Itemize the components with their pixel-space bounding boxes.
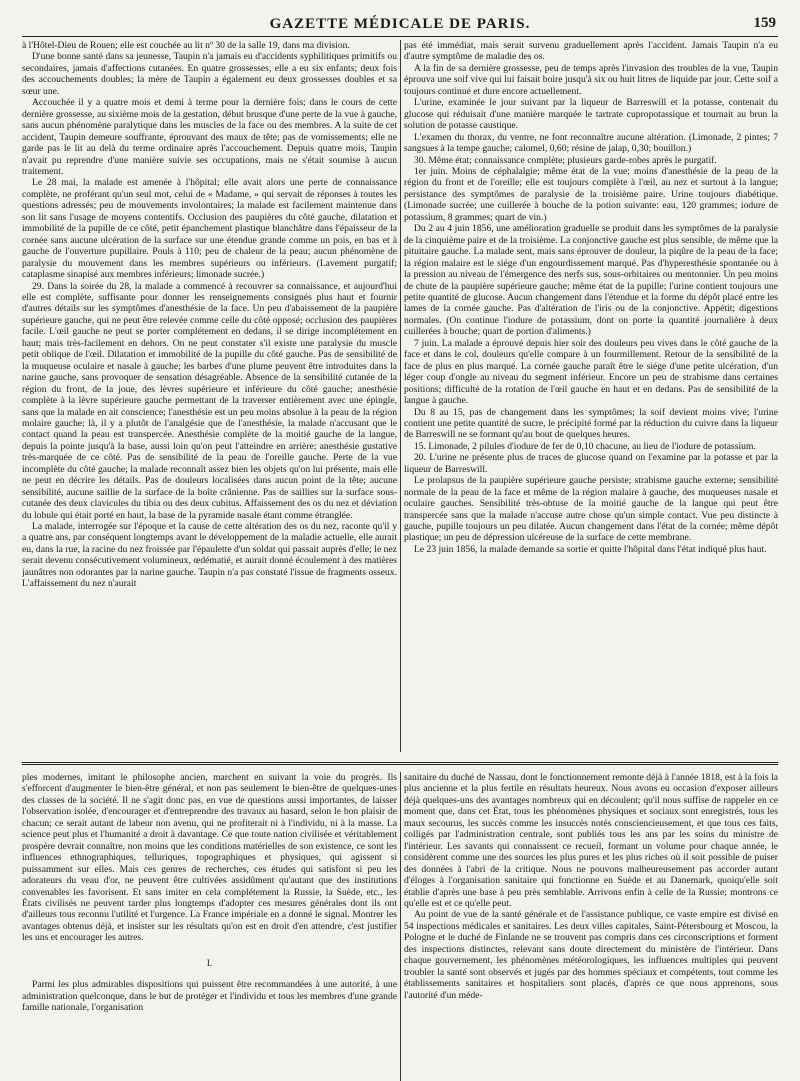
top-left-column — [22, 40, 397, 752]
paragraph: Le 23 juin 1856, la malade demande sa sortie et quitte l'hôpital dans l'état indiqué plus haut. — [414, 543, 767, 555]
paragraph: à l'Hôtel-Dieu de Rouen; elle est couchée au lit nº 30 de la salle 19, dans ma division. — [22, 40, 350, 51]
paragraph: Accouchée il y a quatre mois et demi à terme pour la dernière fois; dans le cours de cette dernière grossesse, au sixième mois de la gestation, début brusque d'une perte de la vue à gauche, sans aucun phénomène paralytique dans les muscles de la face ou des membres. A la suite de cet accident, Taupin demeure souffrante, éprouvant des maux de tête; pas de vomissements; elle ne garde pas le lit au delà du terme ordinaire après l'accouchement. Depuis quatre mois, Taupin n'avait pu reprendre d'une manière suivie ses occupations, mais ne s'était soumise à aucun traitement. — [22, 97, 397, 177]
paragraph: L'urine, examinée le jour suivant par la liqueur de Barreswill et la potasse, contenait du glucose qui réduisait d'une manière marquée le tartrate cupropotassique et tournait au brun la solution de potasse caustique. — [404, 97, 778, 132]
paragraph: D'une bonne santé dans sa jeunesse, Taupin n'a jamais eu d'accidents syphilitiques primitifs ou secondaires, jamais d'affections cutanées. En quatre grossesses, elle a eu six enfants; deux fois des accouchements doubles; la mère de Taupin a également eu deux grossesses doubles et sa sœur une. — [22, 51, 397, 97]
paragraph: L'examen du thorax, du ventre, ne font reconnaître aucune altération. (Limonade, 2 pintes; 7 sangsues à la tempe gauche; calomel, 0,60; résine de jalap, 0,30; bouillon.) — [404, 131, 778, 155]
paragraph: Au point de vue de la santé générale et de l'assistance publique, ce vaste empire est divisé en 54 inspections médicales et sanitaires. Les deux villes capitales, Saint-Pétersbourg et Moscou, la Pologne et le duché de Finlande ne se trouvent pas compris dans ces circonscriptions et forment des inspections distinctes, relevant sans doute directement du ministère de l'intérieur. Dans chaque gouvernement, les phénomènes météorologiques, les influences multiples qui peuvent troubler la santé sont observés et jugés par des hommes spéciaux et compétents, tout comme les établissements sanitaires et hospitaliers sont placés, d'après ce que nous apprenons, sous l'autorité d'un méde- — [404, 909, 778, 1001]
paragraph: 15. Limonade, 2 pilules d'iodure de fer de 0,10 chacune, au lieu de l'iodure de potassium. — [414, 440, 756, 452]
paragraph: A la fin de sa dernière grossesse, peu de temps après l'invasion des troubles de la vue, Taupin éprouva une soif vive qui lui faisait boire jusqu'à six ou huit litres de liquide par jour. Cette soif a toujours continué et dure encore actuellement. — [404, 62, 778, 97]
paragraph: 30. Même état; connaissance complète; plusieurs garde-robes après le purgatif. — [414, 154, 717, 166]
section-number: I. — [206, 957, 213, 969]
paragraph: Le prolapsus de la paupière supérieure gauche persiste; strabisme gauche externe; sensibilité normale de la peau de la face et même de la région malaire à gauche, des muqueuses nasale et oculaire gauches. Sensibilité très-obtuse de la moitié gauche de la langue qui peut être transpercée sans que la malade n'accuse autre chose qu'un simple contact. Vue peu distincte à gauche, pupille toujours un peu dilatée. Aucun changement dans l'état de la cornée; même dépôt plastique; un peu de dépression ulcéreuse de la surface de cette membrane. — [404, 475, 778, 544]
bottom-left-column — [22, 772, 397, 1080]
paragraph: 29. Dans la soirée du 28, la malade a commencé à recouvrer sa connaissance, et aujourd'hui elle est complète, suffisante pour donner les renseignements consignés plus haut et fournir d'autres détails sur les symptômes d'anesthésie de la face. Un peu d'abaissement de la paupière supérieure gauche, qui ne peut être relevée comme celle du côté opposé; occlusion des paupières facile. L'œil gauche ne peut se porter complétement en dedans, il se dirige incomplétement en haut; mais très-facilement en dehors. On ne peut constater s'il existe une paralysie du muscle petit oblique de l'œil. Dilatation et immobilité de la pupille du côté gauche. Pas de sensibilité de la muqueuse oculaire et nasale à gauche; les barbes d'une plume peuvent être introduites dans la narine gauche, sans provoquer de sensation désagréable. Absence de la sensibilité cutanée de la région du front, de la joue, des lèvres supérieure et inférieure du côté gauche; anesthésie complète à la lèvre supérieure gauche permettant de la traverser entièrement avec une épingle, sans que la malade en ait conscience; l'anesthésie est un peu moins absolue à la peau de la région molaire gauche; là, il y a plutôt de l'analgésie que de l'anesthésie, la malade n'accusant que le contact quand la peau est transpercée. Anesthésie complète de la moitié gauche de la langue, depuis la pointe jusqu'à la base, aussi loin qu'on peut l'atteindre en arrière; anesthésie gustative très-marquée de ce côté. Pas de sensibilité de la peau de l'oreille gauche. Perte de la vue incomplète du côté gauche; la malade reconnaît assez bien les objets qu'on lui présente, mais elle ne peut en décrire les détails. Pas de douleurs localisées dans aucun point de la tête; aucune sensibilité, aucune saillie de la surface de la boîte crânienne. Pas de saillies sur la surface sous-cutanée des deux clavicules du tibia ou des deux cubitus. Affaissement des os du nez et déviation du lobule qui était porté en haut, la base de la pyramide nasale étant comme étranglée. — [22, 280, 397, 521]
paragraph: 7 juin. La malade a éprouvé depuis hier soir des douleurs peu vives dans le côté gauche de la face et dans le col, douleurs qu'elle compare à un fourmillement. Retour de la sensibilité de la face de plus en plus marqué. La cornée gauche paraît être le siége d'une petite ulcération, d'un léger coup d'ongle au niveau du segment inférieur. Encore un peu de strabisme dans certaines positions; difficulté de la rotation de l'œil gauche en haut et en dedans. Pas de sensibilité de la langue à gauche. — [404, 337, 778, 407]
bottom-right-column — [404, 772, 778, 1080]
paragraph: ples modernes, imitant le philosophe ancien, marchent en suivant la voie du progrès. Ils s'efforcent d'augmenter le bien-être général, et non pas seulement le bien-être de quelques-unes des classes de la société. Il ne s'agit donc pas, en vue de questions aussi importantes, de laisser l'observation isolée, d'encourager et d'entreprendre des travaux au hasard, selon le bon plaisir de chacun; ce serait autant de labeur non avenu, qui ne profiterait ni à l'individu, ni à la masse. La science peut plus et l'humanité a droit à davantage. Ce que toute nation civilisée et véritablement prospère devrait connaître, non moins que les conditions matérielles de son existence, ce sont les influences ethnographiques, telluriques, topographiques et physiques, qui agissent si puissamment sur elles. Mais ces genres de recherches, ces études qui satisfont si peu les adorateurs du veau d'or, ne peuvent être cultivées assidûment qu'autant que des institutions convenables les favorisent. Et sans imiter en cela complétement la Russie, la Suède, etc., les États civilisés ne peuvent tarder plus longtemps d'adopter ces mesures générales dont ils ont d'ailleurs tous reconnu l'utilité et l'urgence. La France impériale en a donné le signal. Montrer les avantages obtenus déjà, et insister sur les résultats qu'on est en droit d'en attendre, c'est justifier les uns et encourager les autres. — [22, 772, 397, 944]
paragraph: 20. L'urine ne présente plus de traces de glucose quand on l'examine par la potasse et par la liqueur de Barreswill. — [404, 452, 778, 475]
paragraph: Le 28 mai, la malade est amenée à l'hôpital; elle avait alors une perte de connaissance complète, ne proférant qu'un seul mot, celui de « Madame, » qui servait de réponses à toutes les questions adressés; peu de mouvements involontaires; la malade est facilement maintenue dans son lit sans l'usage de moyens contentifs. Occlusion des paupières du côté gauche, dilatation et immobilité de la pupille de ce côté, petit épanchement plastique blanchâtre dans l'épaisseur de la cornée sans aucune ulcération de la surface sur une étendue grande comme un pois, en bas et à gauche de l'ouverture pupillaire. Pouls à 110; peu de chaleur de la peau; aucun phénomène de paralysie du mouvement dans les membres supérieurs ou inférieurs. (Lavement purgatif; cataplasme sinapisé aux membres inférieurs; limonade sucrée.) — [22, 177, 397, 281]
paragraph: Du 2 au 4 juin 1856, une amélioration graduelle se produit dans les symptômes de la paralysie de la cinquième paire et de la troisième. La conjonctive gauche est plus sensible, de même que la pituitaire gauche. La malade sent, mais sans éprouver de douleur, la piqûre de la peau de la face; la région malaire est le siége d'un engourdissement marqué. Pas d'hyperesthésie spontanée ou à la pression au niveau de l'émergence des nerfs sus, sous-orbitaires ou mentonnier. Un peu moins de chute de la paupière supérieure gauche; même état de la pupille; l'urine contient toujours une petite quantité de glucose. Aucun changement dans l'étendue et la forme du dépôt placé entre les lames de la cornée gauche. Pas d'altération de l'iris ou de la conjonctive. Appétit; digestions normales. (On continue l'iodure de potassium, dont on porte la quantité journalière à deux cuillerées à bouche; quart de portion d'aliments.) — [404, 223, 778, 338]
journal-title: GAZETTE MÉDICALE DE PARIS. — [269, 16, 531, 32]
column-divider-bottom — [400, 772, 401, 1081]
column-divider-top — [400, 40, 401, 752]
top-right-column — [404, 40, 778, 752]
feuilleton-separator — [22, 762, 778, 765]
paragraph: La malade, interrogée sur l'époque et la cause de cette altération des os du nez, raconte qu'il y a quatre ans, par conséquent longtemps avant le développement de la maladie actuelle, elle aurait eu, dans la rue, la racine du nez froissée par l'épaulette d'un soldat qui passait auprès d'elle; le nez serait devenu consécutivement volumineux, œdématié, et aurait donné écoulement à des matières jaunâtres non odorantes par la narine gauche. Taupin n'a pas constaté l'issue de fragments osseux. L'affaissement du nez n'aurait — [22, 521, 397, 590]
paragraph: Parmi les plus admirables dispositions qui puissent être recommandées à une autorité, à une administration quelconque, dans le but de protéger et l'individu et tous les membres d'une grande famille nationale, l'organisation — [22, 979, 397, 1014]
paragraph: sanitaire du duché de Nassau, dont le fonctionnement remonte déjà à l'année 1818, est à la fois la plus ancienne et la plus fertile en résultats heureux. Nous avons eu occasion d'exposer ailleurs déjà quelques-uns des avantages nombreux qui en découlent; qu'il nous suffise de rappeler en ce moment que, dans cet État, tous les phénomènes physiques et sociaux sont enregistrés, tous les maux secourus, les succès comme les insuccès notés consciencieusement, et que tous ces faits, colligés par l'administration centrale, sont publiés tous les ans par les soins du ministre de l'intérieur. Les savants qui connaissent ce recueil, formant un volume pour chaque année, le considèrent comme une des sources les plus pures et les plus riches où il soit possible de puiser des données à l'abri de la critique. Nous ne pouvons malheureusement pas accorder autant d'éloges à l'organisation sanitaire qui fonctionne en Suède et au Danemark, quoiqu'elle soit établie d'après une base à peu près semblable. Arrivons enfin à celle de la Russie; montrons ce qu'elle est et ce qu'elle peut. — [404, 772, 778, 909]
paragraph: Du 8 au 15, pas de changement dans les symptômes; la soif devient moins vive; l'urine contient une petite quantité de sucre, le précipité formé par la réduction du cuivre dans la liqueur de Barreswill ne se formant qu'au bout de quelques heures. — [404, 406, 778, 441]
paragraph: pas été immédiat, mais serait survenu graduellement après l'accident. Jamais Taupin n'a eu d'autre symptôme de maladie des os. — [404, 40, 778, 63]
page-header — [22, 14, 778, 37]
paragraph: 1er juin. Moins de céphalalgie; même état de la vue; moins d'anesthésie de la peau de la région du front et de l'oreille; elle est toujours complète à l'œil, au nez et surtout à la langue; persistance des symptômes de paralysie de la troisième paire. Urine toujours diabétique. (Limonade sucrée; une cuillerée à bouche de la potion suivante: eau, 120 grammes; iodure de potassium, 8 grammes; quart de vin.) — [404, 165, 778, 223]
page-number: 159 — [753, 15, 776, 31]
